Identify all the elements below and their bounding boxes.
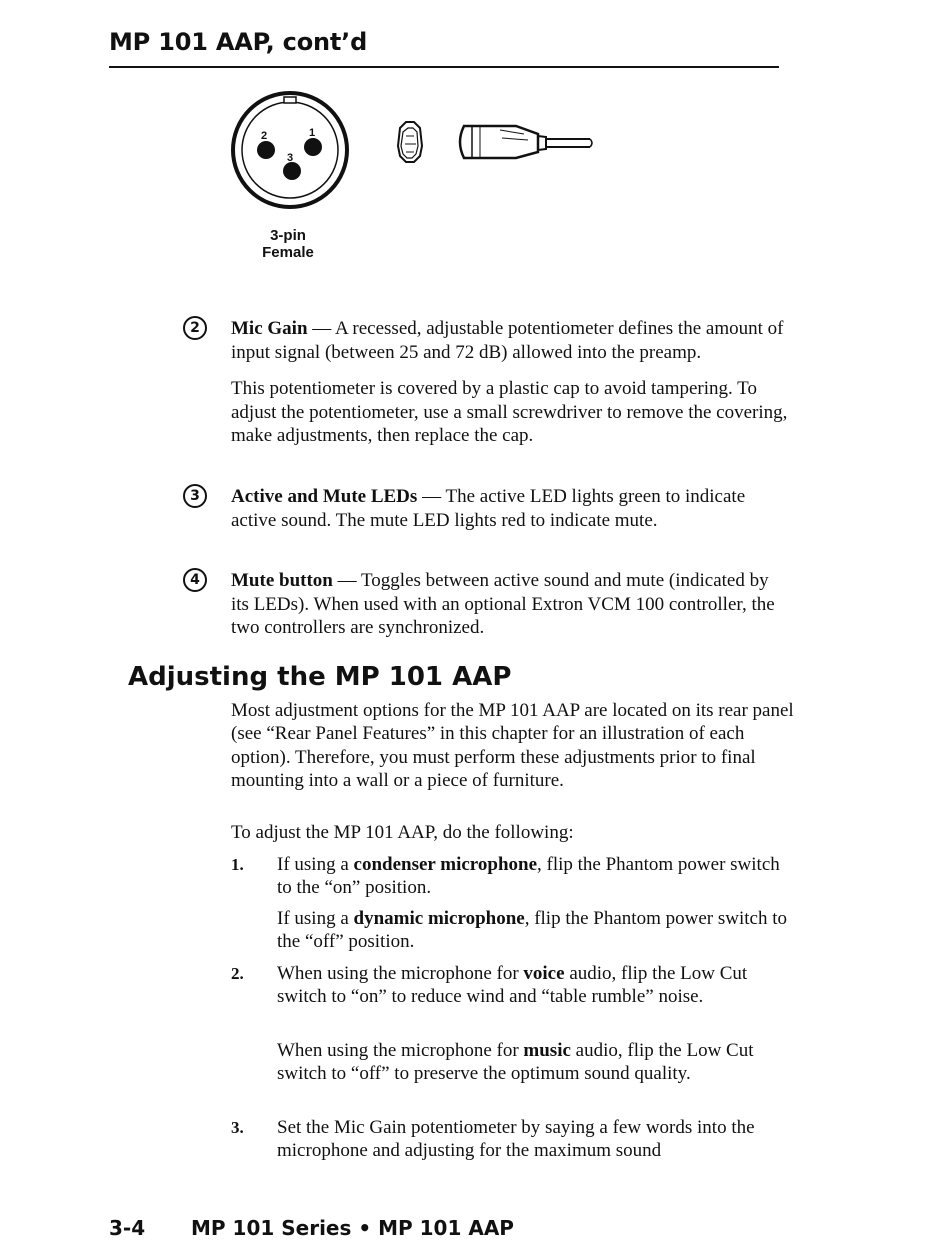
step-number: 3. bbox=[231, 1118, 244, 1137]
caption-line: 3-pin bbox=[270, 227, 306, 244]
step-text-alt bbox=[277, 1039, 797, 1086]
header-rule bbox=[109, 66, 779, 68]
step-emphasis: condenser microphone bbox=[353, 854, 538, 875]
pin-label: 2 bbox=[261, 130, 268, 142]
pin-label: 3 bbox=[287, 152, 294, 164]
step-number: 1. bbox=[231, 855, 244, 874]
step-text bbox=[277, 962, 797, 1009]
callout-number-badge: 2 bbox=[183, 316, 207, 340]
step-emphasis: voice bbox=[523, 963, 565, 984]
feature-description bbox=[231, 317, 791, 364]
page-header-title: MP 101 AAP, cont’d bbox=[109, 28, 368, 56]
step-emphasis: dynamic microphone bbox=[353, 908, 525, 929]
step-text-part: When using the microphone for bbox=[277, 963, 524, 984]
feature-text: — Toggles between active sound and mute (indicated by its LEDs). When used with an optional Extron VCM 100 controller, the two controllers are synchronized. bbox=[231, 570, 775, 638]
step-text-part: , flip the Phantom power switch to the “on” position. bbox=[277, 854, 780, 899]
footer-title: MP 101 Series • MP 101 AAP bbox=[191, 1216, 514, 1240]
step-text-part: , flip the Phantom power switch to the “off” position. bbox=[277, 908, 787, 953]
footer-page-number: 3-4 bbox=[109, 1216, 146, 1240]
feature-note: This potentiometer is covered by a plastic cap to avoid tampering. To adjust the potentiometer, use a small screwdriver to remove the covering, make adjustments, then replace the cap. bbox=[231, 378, 788, 446]
pin-label: 1 bbox=[309, 127, 316, 139]
step-text: Set the Mic Gain potentiometer by saying a few words into the microphone and adjusting for the maximum sound bbox=[277, 1117, 755, 1162]
feature-term: Mic Gain bbox=[231, 318, 308, 339]
caption-line: Female bbox=[262, 244, 314, 261]
section-heading: Adjusting the MP 101 AAP bbox=[128, 662, 512, 692]
feature-term: Active and Mute LEDs bbox=[231, 486, 418, 507]
section-intro: Most adjustment options for the MP 101 AAP are located on its rear panel (see “Rear Panel Features” in this chapter for an illustration of each option). Therefore, you must perform these adjustments prior to final mounting into a wall or a piece of furniture. bbox=[231, 700, 794, 791]
step-emphasis: music bbox=[523, 1040, 571, 1061]
xlr-connector-figure bbox=[228, 88, 598, 213]
callout-number-badge: 3 bbox=[183, 484, 207, 508]
feature-text: — The active LED lights green to indicate active sound. The mute LED lights red to indicate mute. bbox=[231, 486, 746, 531]
step-text-part: audio, flip the Low Cut switch to “off” to preserve the optimum sound quality. bbox=[277, 1040, 754, 1085]
feature-text: — A recessed, adjustable potentiometer defines the amount of input signal (between 25 and 72 dB) allowed into the preamp. bbox=[231, 318, 784, 363]
step-text bbox=[277, 853, 797, 900]
feature-item-mic-gain bbox=[190, 317, 791, 448]
callout-number-badge: 4 bbox=[183, 568, 207, 592]
step-text-alt bbox=[277, 907, 797, 954]
step-text-part: If using a bbox=[277, 854, 354, 875]
feature-item-mute-button bbox=[190, 569, 791, 640]
connector-caption bbox=[240, 227, 336, 261]
xlr-jack-side-icon bbox=[398, 122, 422, 162]
xlr-female-jack-icon bbox=[233, 93, 347, 207]
feature-item-leds bbox=[190, 485, 791, 532]
section-lead: To adjust the MP 101 AAP, do the following: bbox=[231, 822, 574, 843]
step-text-part: When using the microphone for bbox=[277, 1040, 524, 1061]
xlr-male-plug-icon bbox=[460, 126, 592, 158]
feature-description bbox=[231, 485, 791, 532]
step-number: 2. bbox=[231, 964, 244, 983]
step-text-part: audio, flip the Low Cut switch to “on” to reduce wind and “table rumble” noise. bbox=[277, 963, 748, 1008]
step-text-part: If using a bbox=[277, 908, 354, 929]
feature-description bbox=[231, 569, 791, 640]
feature-term: Mute button bbox=[231, 570, 333, 591]
